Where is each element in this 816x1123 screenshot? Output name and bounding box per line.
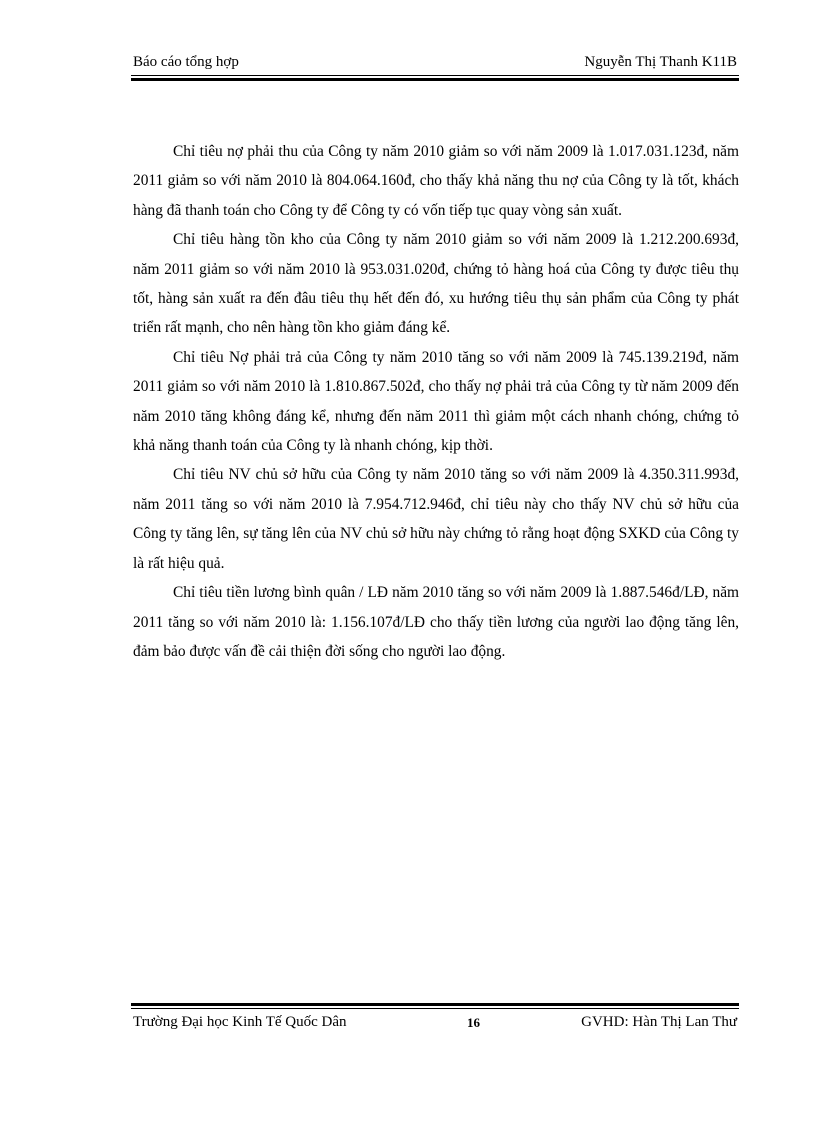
page-header (131, 52, 739, 74)
paragraph-receivables: Chỉ tiêu nợ phải thu của Công ty năm 2010 giảm so với năm 2009 là 1.017.031.123đ, năm 2011 giảm so với năm 2010 là 804.064.160đ, cho thấy khả năng thu nợ của Công ty là tốt, khách hàng đã thanh toán cho Công ty để Công ty có vốn tiếp tục quay vòng sản xuất. (133, 143, 739, 219)
body-content (133, 137, 739, 666)
paragraph-payables: Chỉ tiêu Nợ phải trả của Công ty năm 2010 tăng so với năm 2009 là 745.139.219đ, năm 2011 giảm so với năm 2010 là 1.810.867.502đ, cho thấy nợ phải trả của Công ty từ năm 2009 đến năm 2010 tăng không đáng kể, nhưng đến năm 2011 thì giảm một cách nhanh chóng, chứng tỏ khả năng thanh toán của Công ty là nhanh chóng, kịp thời. (133, 348, 739, 455)
footer-university: Trường Đại học Kinh Tế Quốc Dân (133, 1014, 347, 1030)
header-author: Nguyễn Thị Thanh K11B (584, 54, 737, 70)
footer-supervisor: GVHD: Hàn Thị Lan Thư (581, 1014, 737, 1030)
header-rule-thick (131, 78, 739, 81)
footer-rule-thick (131, 1003, 739, 1006)
page-number: 16 (467, 1015, 480, 1030)
paragraph-inventory: Chỉ tiêu hàng tồn kho của Công ty năm 2010 giảm so với năm 2009 là 1.212.200.693đ, năm 2011 giảm so với năm 2010 là 953.031.020đ, chứng tỏ hàng hoá của Công ty được tiêu thụ tốt, hàng sản xuất ra đến đâu tiêu thụ hết đến đó, xu hướng tiêu thụ sản phẩm của Công ty phát triển rất mạnh, cho nên hàng tồn kho giảm đáng kể. (133, 231, 739, 337)
footer-rule-thin (131, 1008, 739, 1009)
paragraph-salary: Chỉ tiêu tiền lương bình quân / LĐ năm 2010 tăng so với năm 2009 là 1.887.546đ/LĐ, năm 2011 tăng so với năm 2010 là: 1.156.107đ/LĐ cho thấy tiền lương của người lao động tăng lên, đảm bảo được vấn đề cải thiện đời sống cho người lao động. (133, 584, 739, 660)
header-rule-thin (131, 75, 739, 76)
header-report-title: Báo cáo tổng hợp (133, 54, 239, 70)
page-footer (131, 1012, 739, 1034)
paragraph-equity: Chỉ tiêu NV chủ sở hữu của Công ty năm 2010 tăng so với năm 2009 là 4.350.311.993đ, năm 2011 tăng so với năm 2010 là 7.954.712.946đ, chỉ tiêu này cho thấy NV chủ sở hữu của Công ty tăng lên, sự tăng lên của NV chủ sở hữu này chứng tỏ rằng hoạt động SXKD của Công ty là rất hiệu quả. (133, 466, 739, 572)
